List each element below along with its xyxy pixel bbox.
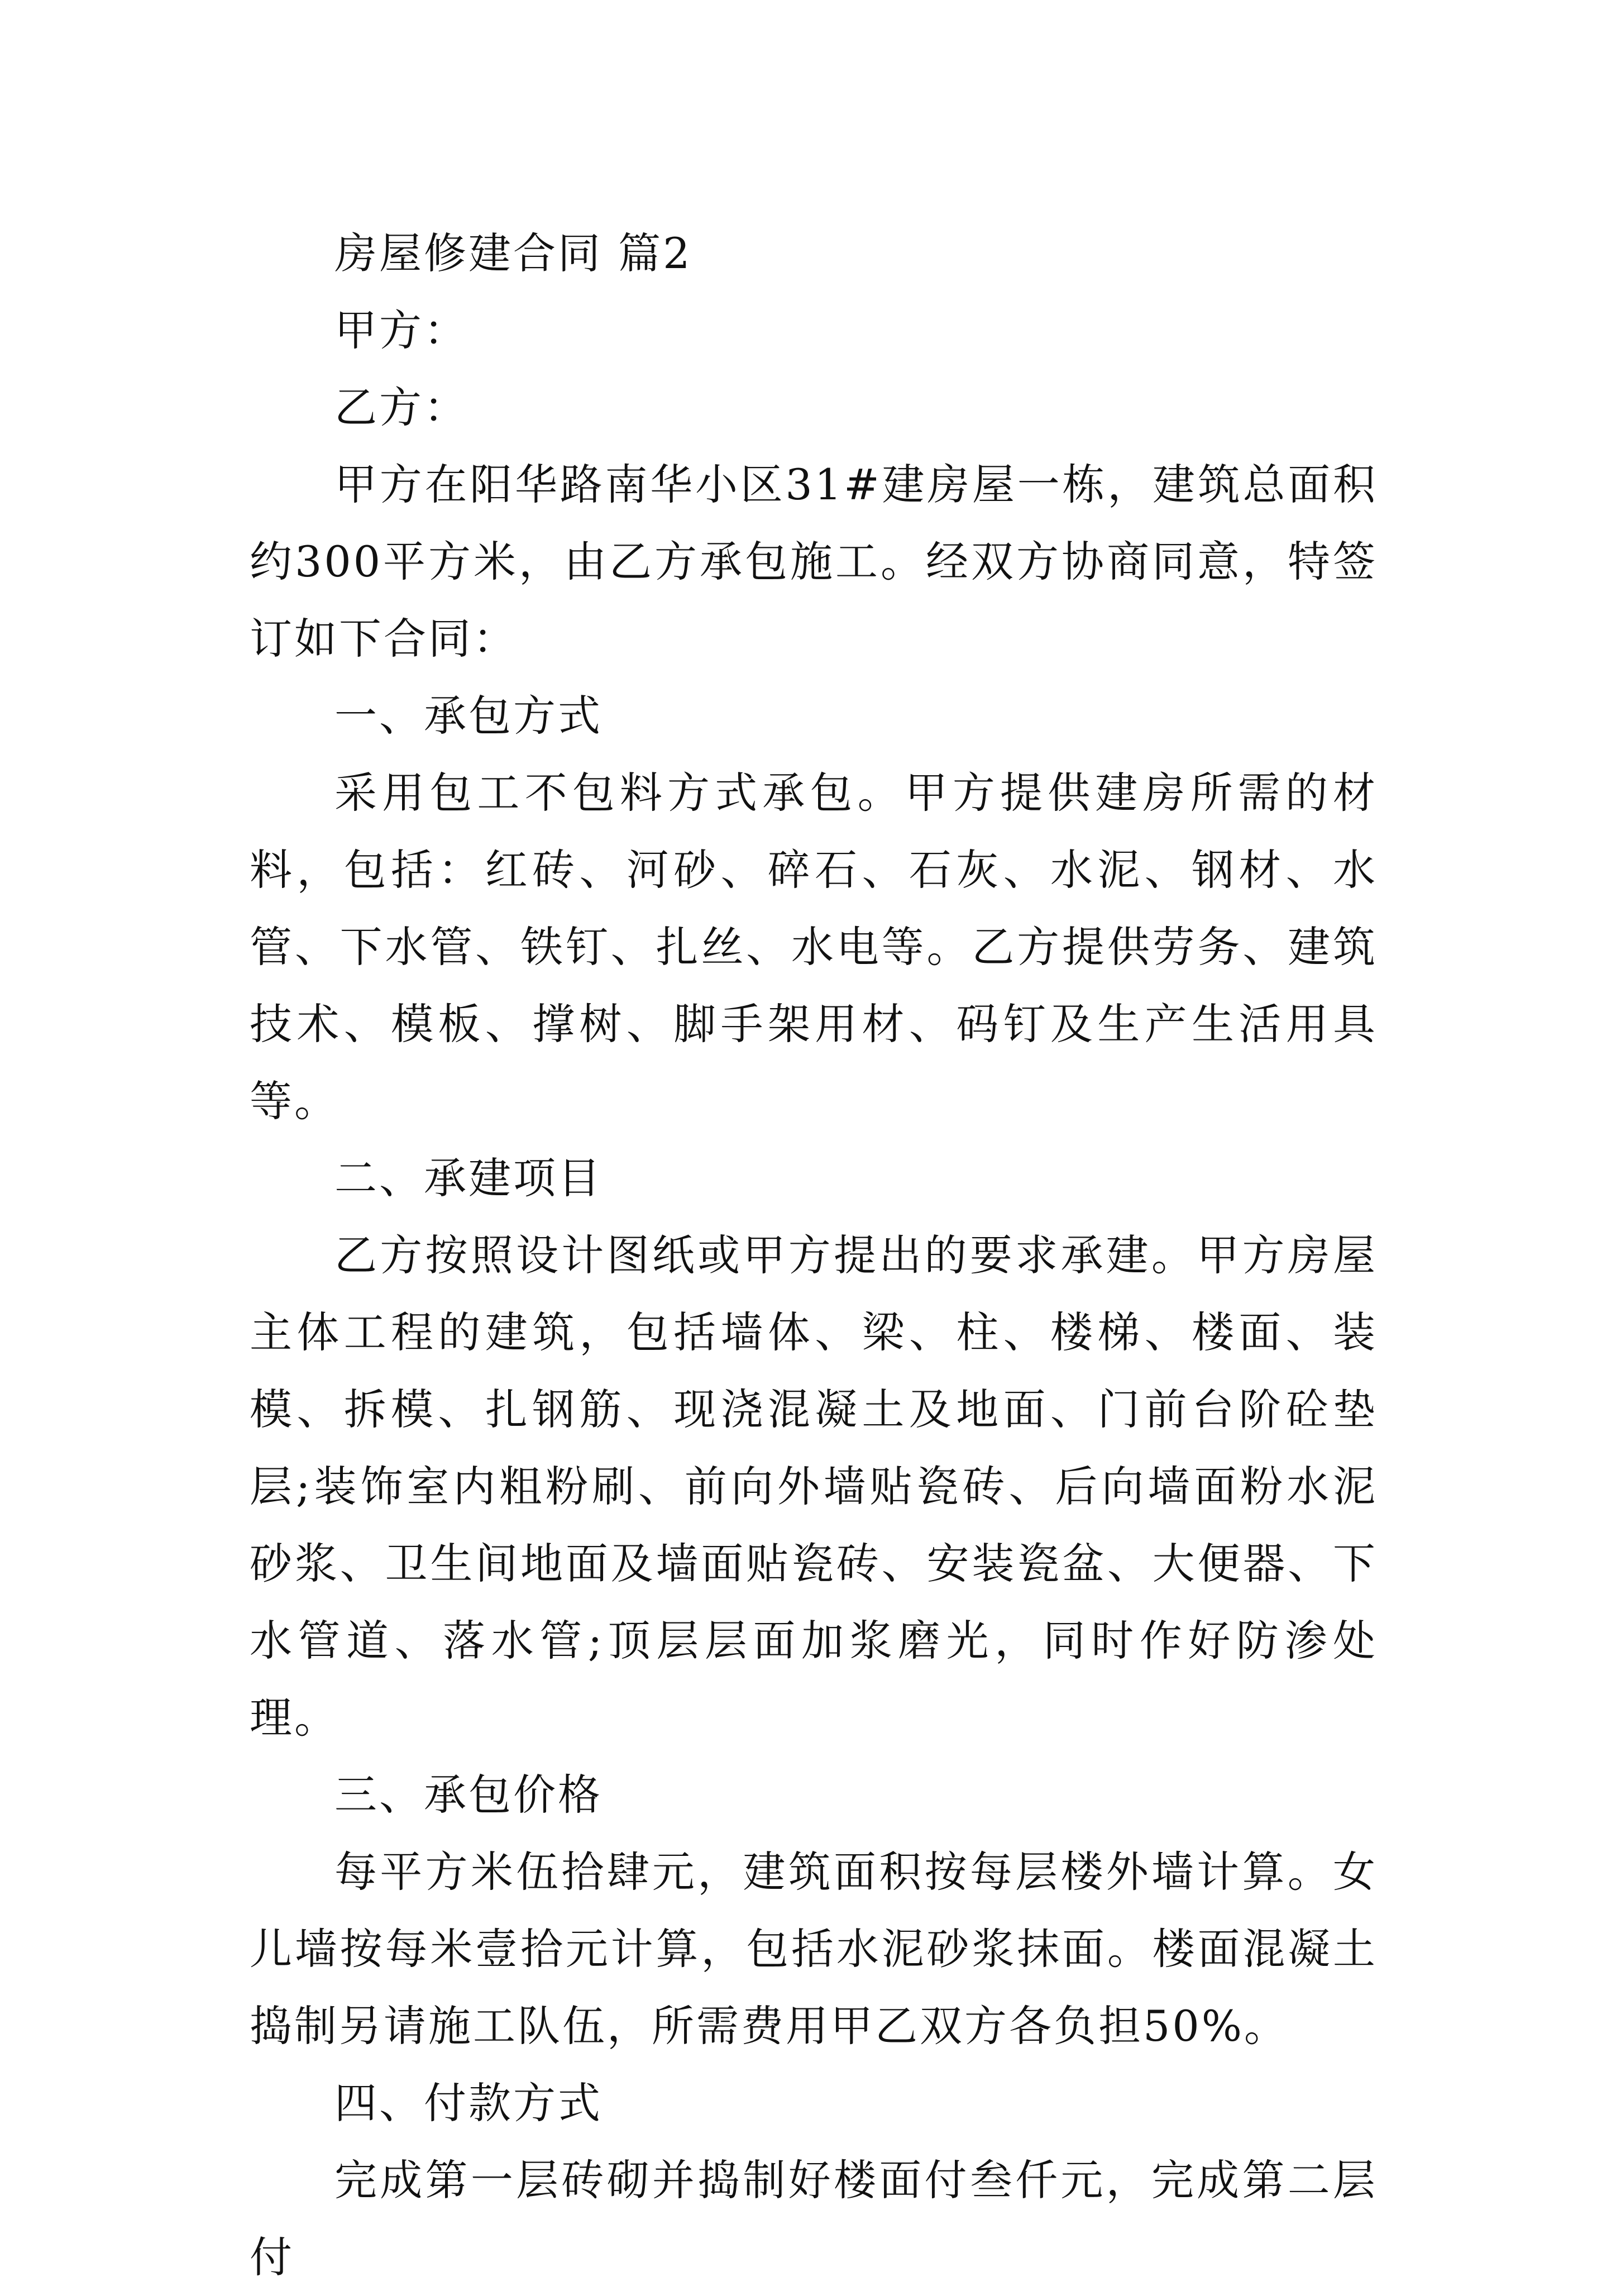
section-heading-2: 二、承建项目 xyxy=(334,1153,603,1203)
party-b-line: 乙方： xyxy=(334,383,468,432)
section-heading-4: 四、付款方式 xyxy=(334,2078,603,2128)
section-heading-1: 一、承包方式 xyxy=(334,691,603,741)
document-body xyxy=(250,215,1378,2296)
section-body-1: 采用包工不包料方式承包。甲方提供建房所需的材料，包括：红砖、河砂、碎石、石灰、水泥、钢材、水管、下水管、铁钉、扎丝、水电等。乙方提供劳务、建筑技术、模板、撑树、脚手架用材、码钉及生产生活用具等。 xyxy=(250,768,1378,1126)
intro-paragraph: 甲方在阳华路南华小区31#建房屋一栋，建筑总面积约300平方米，由乙方承包施工。经双方协商同意，特签订如下合同： xyxy=(250,460,1378,663)
party-a-line: 甲方： xyxy=(334,306,468,355)
section-body-4: 完成第一层砖砌并捣制好楼面付叁仟元，完成第二层付 xyxy=(250,2155,1378,2282)
document-title: 房屋修建合同 篇2 xyxy=(334,228,692,278)
section-body-2: 乙方按照设计图纸或甲方提出的要求承建。甲方房屋主体工程的建筑，包括墙体、梁、柱、楼梯、楼面、装模、拆模、扎钢筋、现浇混凝土及地面、门前台阶砼垫层;装饰室内粗粉刷、前向外墙贴瓷砖、后向墙面粉水泥砂浆、卫生间地面及墙面贴瓷砖、安装瓷盆、大便器、下水管道、落水管;顶层层面加浆磨光，同时作好防渗处理。 xyxy=(250,1230,1378,1743)
section-body-3: 每平方米伍拾肆元，建筑面积按每层楼外墙计算。女儿墙按每米壹拾元计算，包括水泥砂浆抹面。楼面混凝土捣制另请施工队伍，所需费用甲乙双方各负担50%。 xyxy=(250,1847,1378,2051)
section-heading-3: 三、承包价格 xyxy=(334,1770,603,1820)
